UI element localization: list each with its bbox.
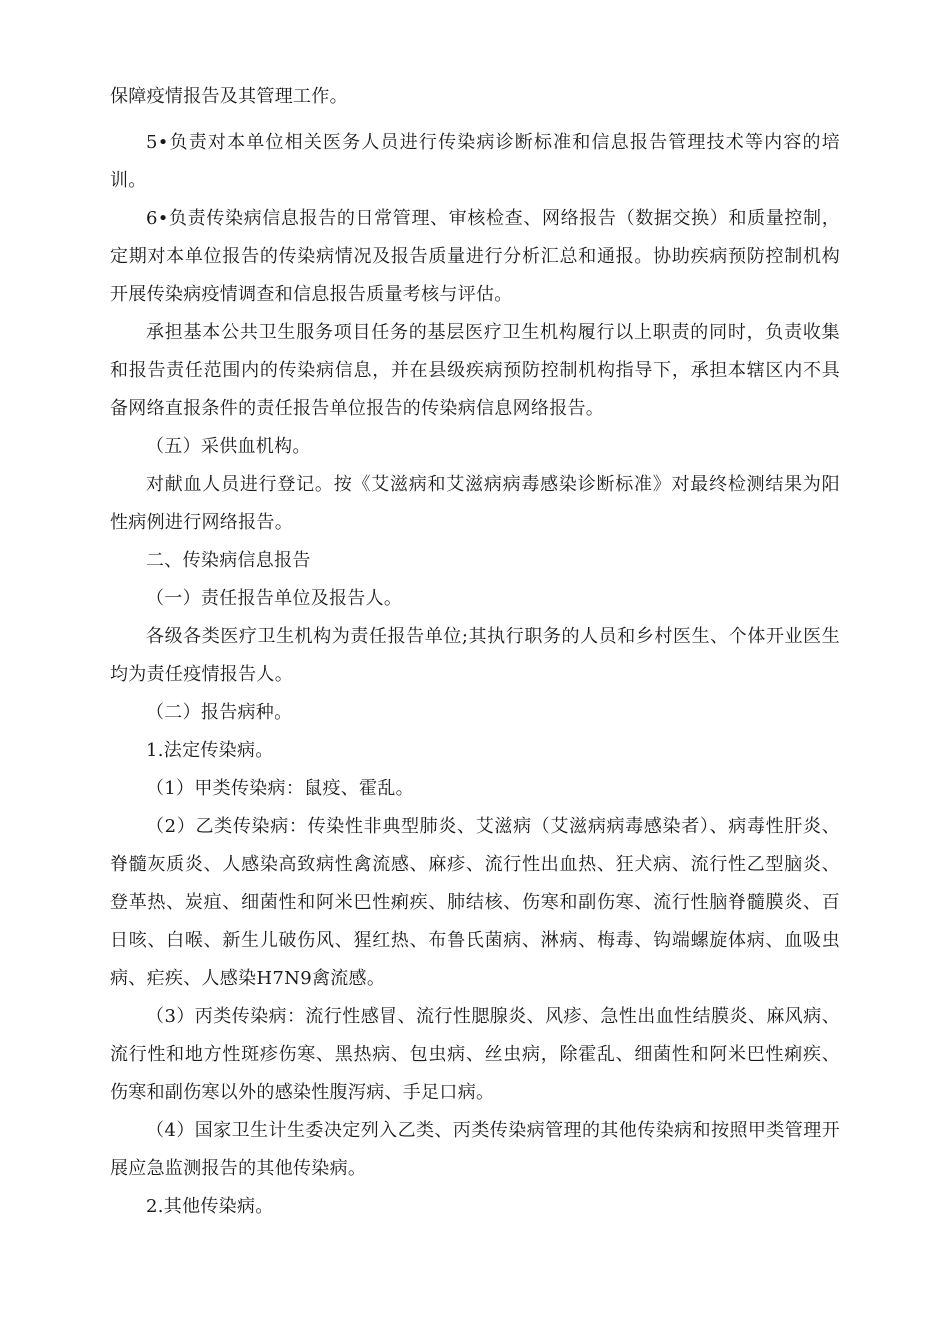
heading-reporting-units: （一）责任报告单位及报告人。 xyxy=(146,588,403,609)
paragraph-item-6: 6•负责传染病信息报告的日常管理、审核检查、网络报告（数据交换）和质量控制，定期对本单位报告的传染病情况及报告质量进行分析汇总和通报。协助疾病预防控制机构开展传染病疫情调查和信息报告质量考核与评估。 xyxy=(110,208,840,305)
paragraph-continuation: 保障疫情报告及其管理工作。 xyxy=(110,86,348,107)
paragraph-item-5: 5•负责对本单位相关医务人员进行传染病诊断标准和信息报告管理技术等内容的培训。 xyxy=(110,132,840,191)
document-page xyxy=(110,78,840,1226)
heading-other-diseases: 2.其他传染病。 xyxy=(146,1196,274,1217)
paragraph-grassroots: 承担基本公共卫生服务项目任务的基层医疗卫生机构履行以上职责的同时，负责收集和报告责任范围内的传染病信息，并在县级疾病预防控制机构指导下，承担本辖区内不具备网络直报条件的责任报告单位报告的传染病信息网络报告。 xyxy=(110,322,840,419)
paragraph-class-c: （3）丙类传染病：流行性感冒、流行性腮腺炎、风疹、急性出血性结膜炎、麻风病、流行性和地方性斑疹伤寒、黑热病、包虫病、丝虫病，除霍乱、细菌性和阿米巴性痢疾、伤寒和副伤寒以外的感染性腹泻病、手足口病。 xyxy=(110,1006,840,1103)
heading-blood-institutions: （五）采供血机构。 xyxy=(146,436,311,457)
paragraph-class-a: （1）甲类传染病：鼠疫、霍乱。 xyxy=(146,778,414,799)
paragraph-reporting-units: 各级各类医疗卫生机构为责任报告单位;其执行职务的人员和乡村医生、个体开业医生均为责任疫情报告人。 xyxy=(110,626,840,685)
heading-disease-types: （二）报告病种。 xyxy=(146,702,293,723)
paragraph-class-b: （2）乙类传染病：传染性非典型肺炎、艾滋病（艾滋病病毒感染者）、病毒性肝炎、脊髓灰质炎、人感染高致病性禽流感、麻疹、流行性出血热、狂犬病、流行性乙型脑炎、登革热、炭疽、细菌性和阿米巴性痢疾、肺结核、伤寒和副伤寒、流行性脑脊髓膜炎、百日咳、白喉、新生儿破伤风、猩红热、布鲁氏菌病、淋病、梅毒、钩端螺旋体病、血吸虫病、疟疾、人感染H7N9禽流感。 xyxy=(110,816,840,989)
section-heading-info-report: 二、传染病信息报告 xyxy=(146,550,311,571)
paragraph-blood-donors: 对献血人员进行登记。按《艾滋病和艾滋病病毒感染诊断标准》对最终检测结果为阳性病例进行网络报告。 xyxy=(110,474,840,533)
heading-statutory-diseases: 1.法定传染病。 xyxy=(146,740,274,761)
paragraph-other-designated: （4）国家卫生计生委决定列入乙类、丙类传染病管理的其他传染病和按照甲类管理开展应急监测报告的其他传染病。 xyxy=(110,1120,840,1179)
